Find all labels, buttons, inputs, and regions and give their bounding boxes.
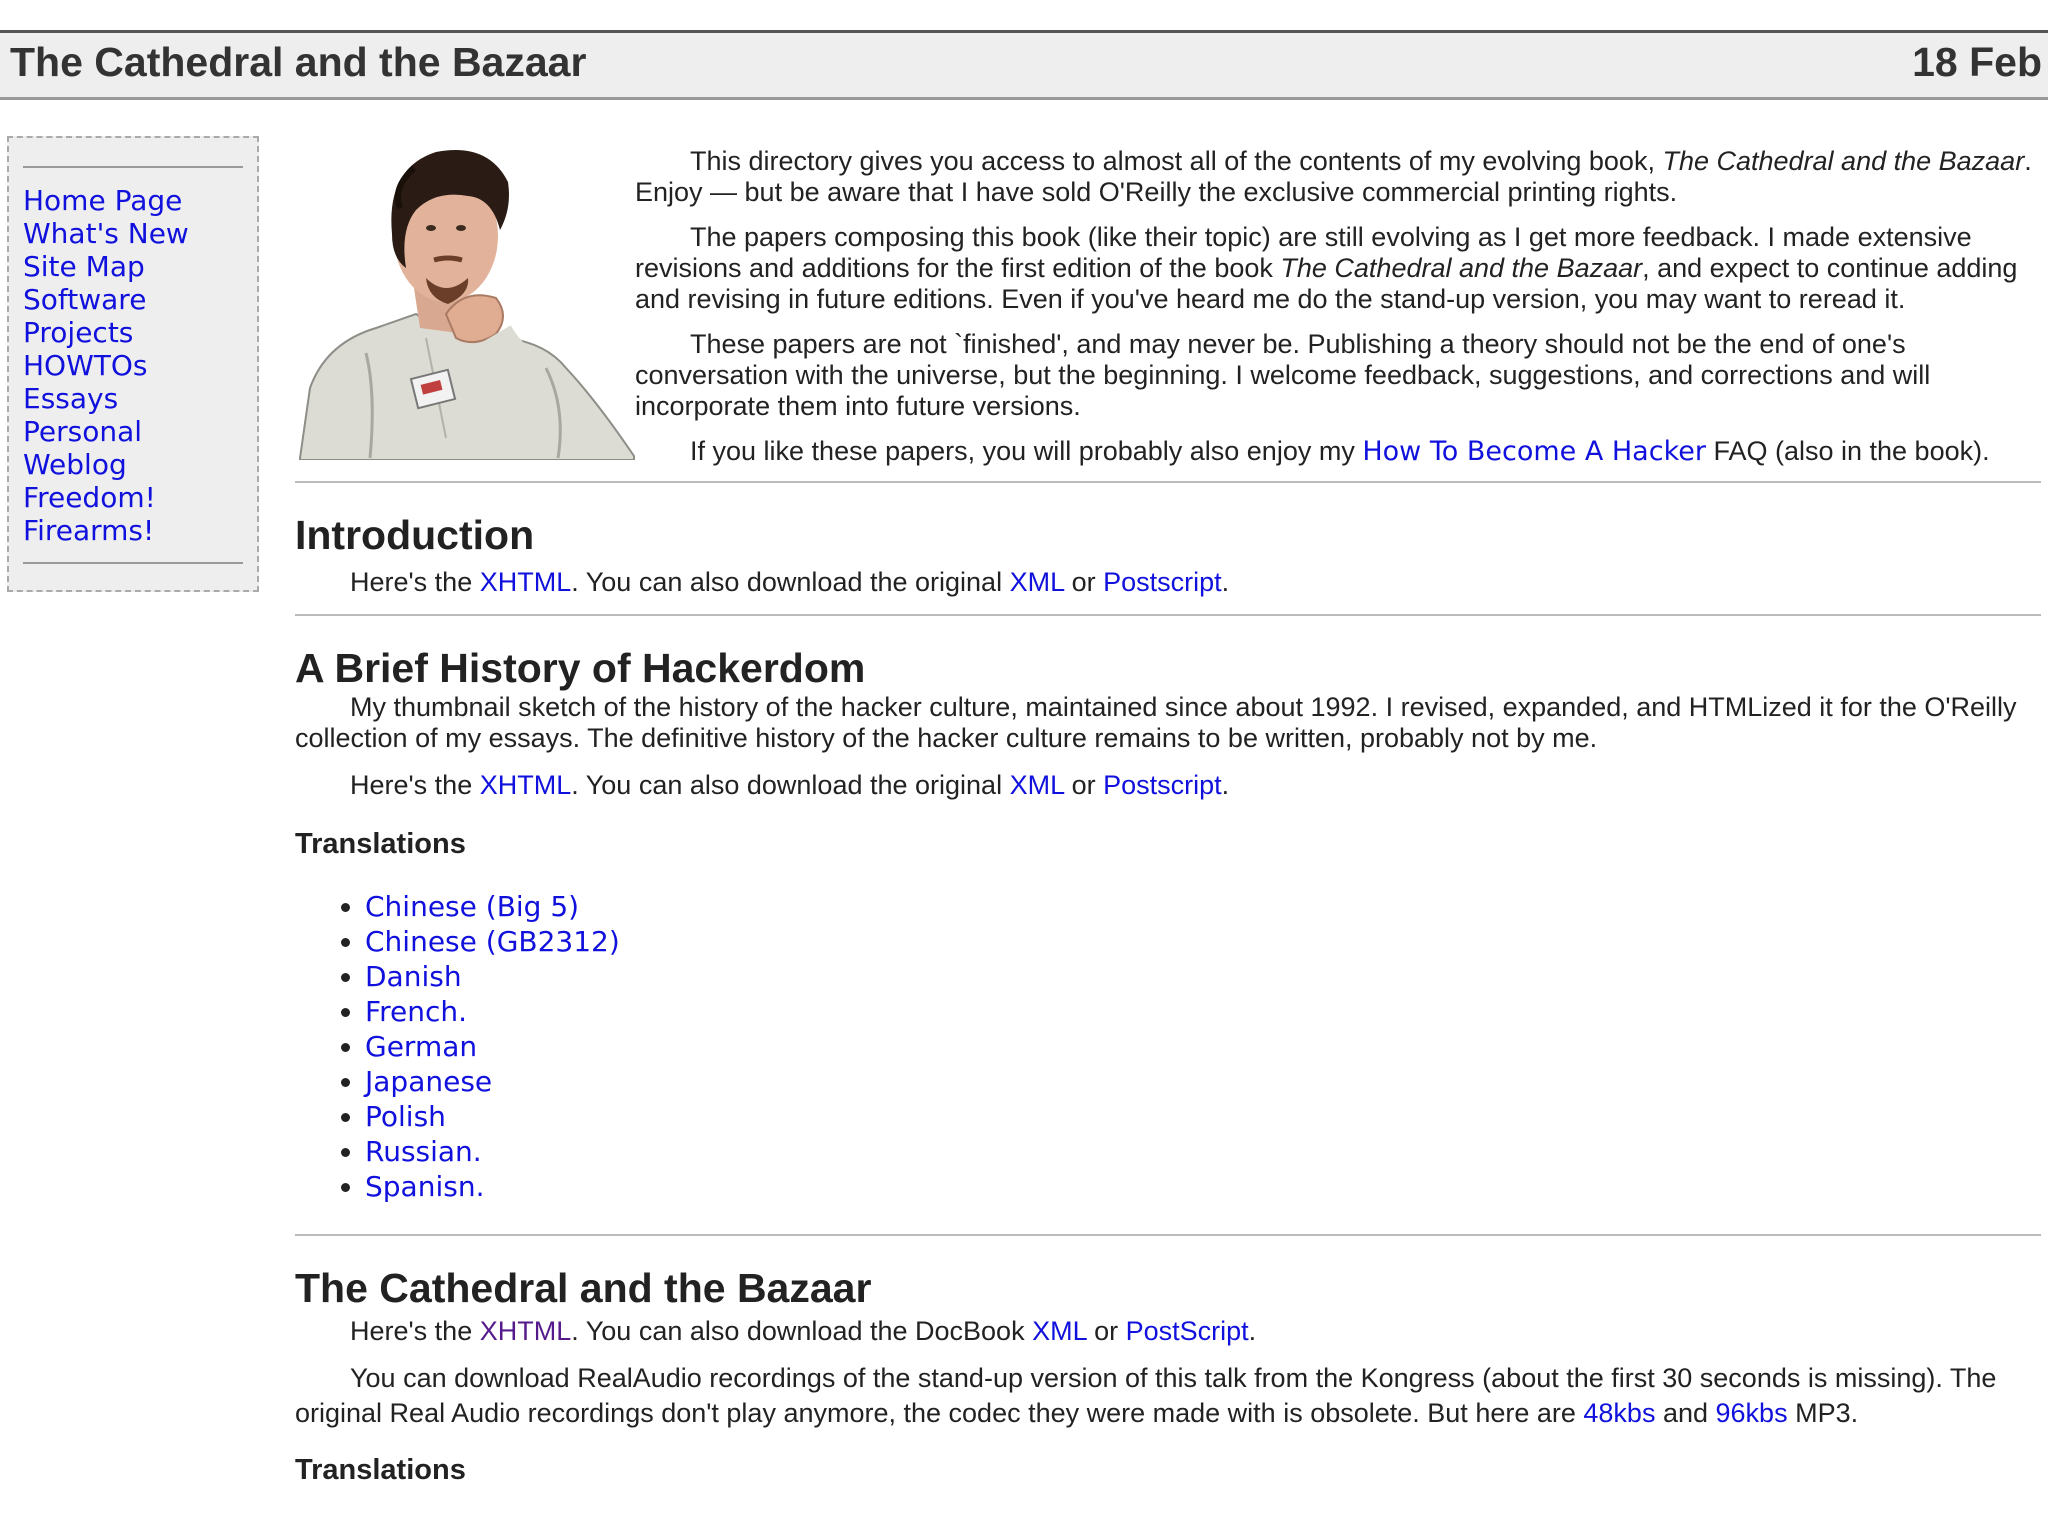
translation-chinese-big5-link[interactable]: Chinese (Big 5) — [365, 890, 580, 923]
translation-item — [365, 1064, 2041, 1099]
audio-text: MP3. — [1787, 1398, 1859, 1428]
cathedral-postscript-link[interactable]: PostScript — [1125, 1316, 1249, 1346]
sidebar-link-freedom[interactable]: Freedom! — [23, 481, 156, 514]
sidebar-link-home-page[interactable]: Home Page — [23, 184, 183, 217]
introduction-xhtml-link[interactable]: XHTML — [479, 567, 572, 597]
sidebar-menu — [23, 184, 189, 547]
download-text: . You can also download the original — [571, 770, 1010, 800]
sidebar-divider-bottom — [23, 562, 243, 564]
sidebar-item-firearms[interactable] — [23, 514, 189, 547]
how-to-become-a-hacker-link[interactable]: How To Become A Hacker — [1362, 436, 1706, 467]
sidebar-link-essays[interactable]: Essays — [23, 382, 119, 415]
cathedral-audio-paragraph — [295, 1361, 2041, 1431]
download-text: . You can also download the DocBook — [571, 1316, 1033, 1346]
download-text: . — [1248, 1316, 1257, 1346]
sidebar-link-howtos[interactable]: HOWTOs — [23, 349, 148, 382]
sidebar-divider-top — [23, 166, 243, 168]
download-text: . — [1221, 567, 1230, 597]
intro-text: . Enjoy — but be aware that I have sold O'Reilly the exclusive commercial printing rights. — [635, 146, 2032, 207]
sidebar-item-whats-new[interactable] — [23, 217, 189, 250]
introduction-downloads — [295, 567, 2041, 598]
sidebar-link-whats-new[interactable]: What's New — [23, 217, 189, 250]
translation-item — [365, 889, 2041, 924]
translation-german-link[interactable]: German — [365, 1030, 478, 1063]
translation-item — [365, 994, 2041, 1029]
cathedral-section — [295, 1264, 2041, 1487]
audio-96kbs-link[interactable]: 96kbs — [1715, 1398, 1788, 1428]
audio-text: You can download RealAudio recordings of the stand-up version of this talk from the Kongress (about the first 30 seconds is missing). The original Real Audio recordings don't play anymore, the codec they were made with is obsolete. But here are — [295, 1363, 1997, 1428]
section-divider — [295, 481, 2041, 483]
header-bar — [0, 30, 2048, 100]
intro-text: The papers composing this book (like their topic) are still evolving as I get more feedback. I made extensive revisions and additions for the first edition of the book — [635, 222, 1972, 283]
cathedral-translations-heading: Translations — [295, 1454, 466, 1486]
introduction-heading: Introduction — [295, 512, 535, 558]
translation-item — [365, 1099, 2041, 1134]
book-title-emphasis: The Cathedral and the Bazaar — [1662, 146, 2025, 176]
intro-paragraph-1 — [635, 146, 2041, 208]
download-text: or — [1086, 1316, 1126, 1346]
translation-item — [365, 924, 2041, 959]
cathedral-heading: The Cathedral and the Bazaar — [295, 1265, 872, 1311]
download-text: or — [1064, 770, 1104, 800]
download-text: . — [1221, 770, 1230, 800]
header-date: 18 Feb — [1912, 39, 2042, 85]
translation-danish-link[interactable]: Danish — [365, 960, 462, 993]
translation-polish-link[interactable]: Polish — [365, 1100, 446, 1133]
translation-russian-link[interactable]: Russian. — [365, 1135, 482, 1168]
intro-text: , and expect to continue adding and revising in future editions. Even if you've heard me do the stand-up version, you may want to reread it. — [635, 253, 2018, 314]
translation-item — [365, 1029, 2041, 1064]
sidebar-item-software[interactable] — [23, 283, 189, 316]
intro-text: This directory gives you access to almost all of the contents of my evolving book, — [690, 146, 1663, 176]
translation-item — [365, 1169, 2041, 1204]
history-xhtml-link[interactable]: XHTML — [479, 770, 572, 800]
sidebar-item-site-map[interactable] — [23, 250, 189, 283]
section-divider — [295, 1234, 2041, 1236]
page-title: The Cathedral and the Bazaar — [10, 39, 587, 85]
download-text: Here's the — [350, 1316, 480, 1346]
history-translations-list — [295, 889, 2041, 1204]
history-translations-heading: Translations — [295, 828, 466, 860]
sidebar-item-home-page[interactable] — [23, 184, 189, 217]
section-divider — [295, 614, 2041, 616]
sidebar-item-freedom[interactable] — [23, 481, 189, 514]
history-xml-link[interactable]: XML — [1009, 770, 1065, 800]
translation-french-link[interactable]: French. — [365, 995, 467, 1028]
intro-section — [295, 146, 2041, 467]
download-text: Here's the — [350, 770, 480, 800]
introduction-section — [295, 511, 2041, 598]
sidebar-item-howtos[interactable] — [23, 349, 189, 382]
translation-item — [365, 1134, 2041, 1169]
sidebar-link-projects[interactable]: Projects — [23, 316, 134, 349]
book-title-emphasis: The Cathedral and the Bazaar — [1280, 253, 1643, 283]
sidebar-item-projects[interactable] — [23, 316, 189, 349]
sidebar-item-essays[interactable] — [23, 382, 189, 415]
translation-chinese-gb2312-link[interactable]: Chinese (GB2312) — [365, 925, 620, 958]
introduction-postscript-link[interactable]: Postscript — [1103, 567, 1222, 597]
sidebar-link-firearms[interactable]: Firearms! — [23, 514, 155, 547]
sidebar-nav — [7, 136, 259, 592]
sidebar-item-weblog[interactable] — [23, 448, 189, 481]
history-heading: A Brief History of Hackerdom — [295, 645, 866, 691]
introduction-xml-link[interactable]: XML — [1009, 567, 1065, 597]
intro-text: If you like these papers, you will probably also enjoy my — [690, 436, 1363, 466]
intro-paragraph-4 — [635, 436, 2041, 467]
sidebar-item-personal[interactable] — [23, 415, 189, 448]
main-content — [295, 146, 2041, 1487]
cathedral-downloads — [295, 1316, 2041, 1347]
audio-48kbs-link[interactable]: 48kbs — [1583, 1398, 1656, 1428]
cathedral-xml-link[interactable]: XML — [1032, 1316, 1087, 1346]
cathedral-xhtml-link[interactable]: XHTML — [479, 1316, 572, 1346]
sidebar-link-personal[interactable]: Personal — [23, 415, 143, 448]
translation-item — [365, 959, 2041, 994]
download-text: or — [1064, 567, 1104, 597]
intro-paragraph-2 — [635, 222, 2041, 315]
audio-text: and — [1655, 1398, 1716, 1428]
sidebar-link-software[interactable]: Software — [23, 283, 147, 316]
history-downloads — [295, 770, 2041, 801]
history-section — [295, 644, 2041, 1204]
download-text: Here's the — [350, 567, 480, 597]
download-text: . You can also download the original — [571, 567, 1010, 597]
intro-text: FAQ (also in the book). — [1705, 436, 1990, 466]
intro-paragraph-3: These papers are not `finished', and may never be. Publishing a theory should not be the end of one's conversation with the universe, but the beginning. I welcome feedback, suggestions, and corrections and will incorporate them into future versions. — [635, 329, 1931, 421]
sidebar-link-weblog[interactable]: Weblog — [23, 448, 127, 481]
sidebar-link-site-map[interactable]: Site Map — [23, 250, 145, 283]
history-postscript-link[interactable]: Postscript — [1103, 770, 1222, 800]
translation-japanese-link[interactable]: Japanese — [365, 1065, 493, 1098]
translation-spanish-link[interactable]: Spanisn. — [365, 1170, 485, 1203]
history-description: My thumbnail sketch of the history of the hacker culture, maintained since about 1992. I revised, expanded, and HTMLized it for the O'Reilly collection of my essays. The definitive history of the hacker culture remains to be written, probably not by me. — [295, 692, 2017, 753]
